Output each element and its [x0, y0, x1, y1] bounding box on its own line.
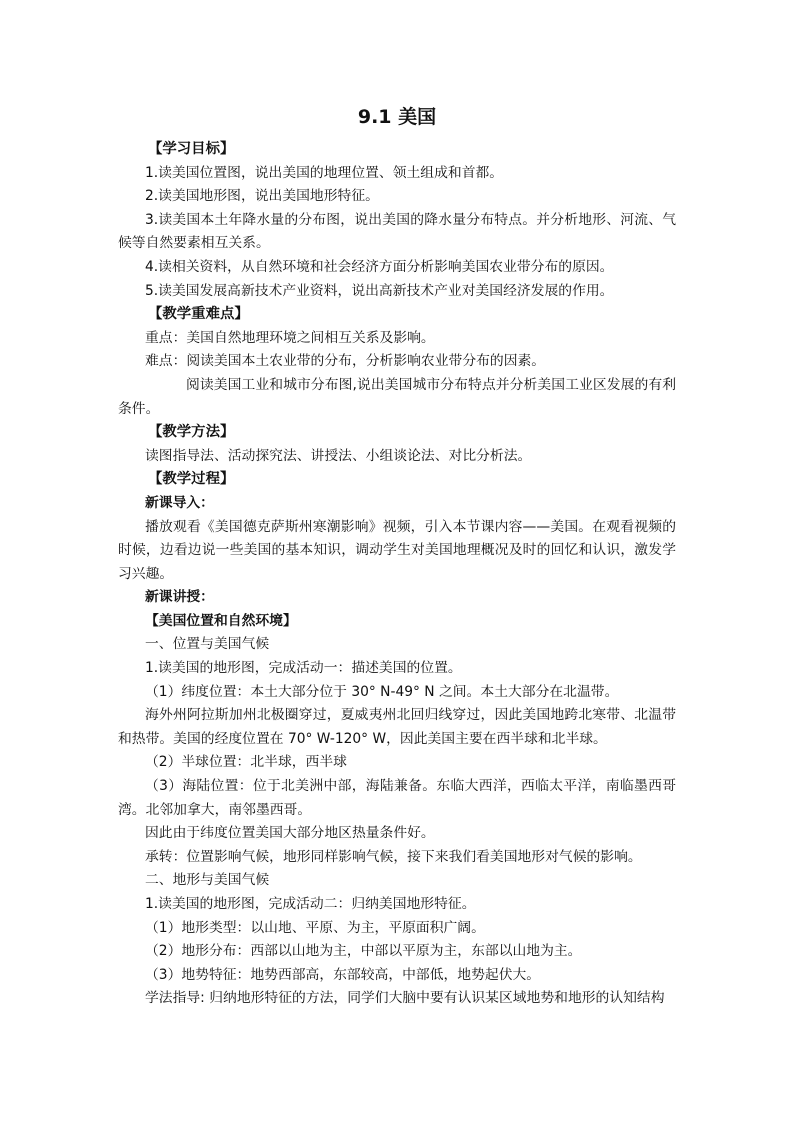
page-title: 9.1 美国	[357, 106, 437, 128]
goal-item: 3.读美国本土年降水量的分布图，说出美国的降水量分布特点。并分析地形、河流、气候等自然要素相互关系。	[118, 211, 676, 252]
key-point-text: 重点：美国自然地理环境之间相互关系及影响。	[145, 329, 435, 346]
goal-item: 2.读美国地形图，说出美国地形特征。	[145, 188, 379, 205]
part1-title: 一、位置与美国气候	[145, 636, 270, 653]
method-heading: 【教学方法】	[148, 424, 235, 441]
intro-text: 播放观看《美国德克萨斯州寒潮影响》视频，引入本节课内容——美国。在观看视频的时候，边看边说一些美国的基本知识，调动学生对美国地理概况及时的回忆和认识，激发学习兴趣。	[118, 518, 676, 582]
part2-line: 学法指导: 归纳地形特征的方法，同学们大脑中要有认识某区域地势和地形的认知结构	[145, 990, 665, 1007]
part2-line: （3）地势特征：地势西部高，东部较高，中部低，地势起伏大。	[145, 966, 541, 983]
difficult-point-text: 难点：阅读美国本土农业带的分布，分析影响农业带分布的因素。	[145, 353, 546, 370]
part1-line: 1.读美国的地形图，完成活动一：描述美国的位置。	[145, 660, 462, 677]
part1-line: 因此由于纬度位置美国大部分地区热量条件好。	[145, 825, 435, 842]
goal-item: 5.读美国发展高新技术产业资料，说出高新技术产业对美国经济发展的作用。	[145, 282, 614, 299]
goal-item: 4.读相关资料，从自然环境和社会经济方面分析影响美国农业带分布的原因。	[145, 258, 614, 275]
part1-line: （2）半球位置：北半球，西半球	[145, 754, 347, 771]
location-heading: 【美国位置和自然环境】	[145, 612, 297, 629]
part2-title: 二、地形与美国气候	[145, 872, 270, 889]
goal-item: 1.读美国位置图，说出美国的地理位置、领土组成和首都。	[145, 164, 504, 181]
goals-heading: 【学习目标】	[148, 141, 235, 157]
part2-line: （1）地形类型：以山地、平原、为主，平原面积广阔。	[145, 919, 485, 936]
part1-line: 海外州阿拉斯加州北极圈穿过，夏威夷州北回归线穿过，因此美国地跨北寒带、北温带和热带。美国的经度位置在 70° W-120° W，因此美国主要在西半球和北半球。	[118, 707, 676, 747]
key-points-heading: 【教学重难点】	[148, 306, 249, 323]
document-body	[118, 138, 676, 1011]
part2-line: 1.读美国的地形图，完成活动二：归纳美国地形特征。	[145, 896, 476, 912]
intro-heading: 新课导入：	[145, 494, 214, 511]
part2-line: （2）地形分布：西部以山地为主，中部以平原为主，东部以山地为主。	[145, 943, 582, 960]
part1-line: 承转：位置影响气候，地形同样影响气候，接下来我们看美国地形对气候的影响。	[145, 848, 642, 865]
part1-line: （3）海陆位置：位于北美洲中部，海陆兼备。东临大西洋，西临太平洋，南临墨西哥湾。北邻加拿大，南邻墨西哥。	[118, 778, 676, 818]
difficult-point-text-2: 阅读美国工业和城市分布图,说出美国城市分布特点并分析美国工业区发展的有利条件。	[118, 376, 676, 417]
lecture-heading: 新课讲授：	[145, 589, 214, 606]
part1-line: （1）纬度位置：本土大部分位于 30° N-49° N 之间。本土大部分在北温带。	[145, 683, 619, 700]
method-text: 读图指导法、活动探究法、讲授法、小组谈论法、对比分析法。	[145, 447, 532, 464]
process-heading: 【教学过程】	[148, 471, 235, 488]
